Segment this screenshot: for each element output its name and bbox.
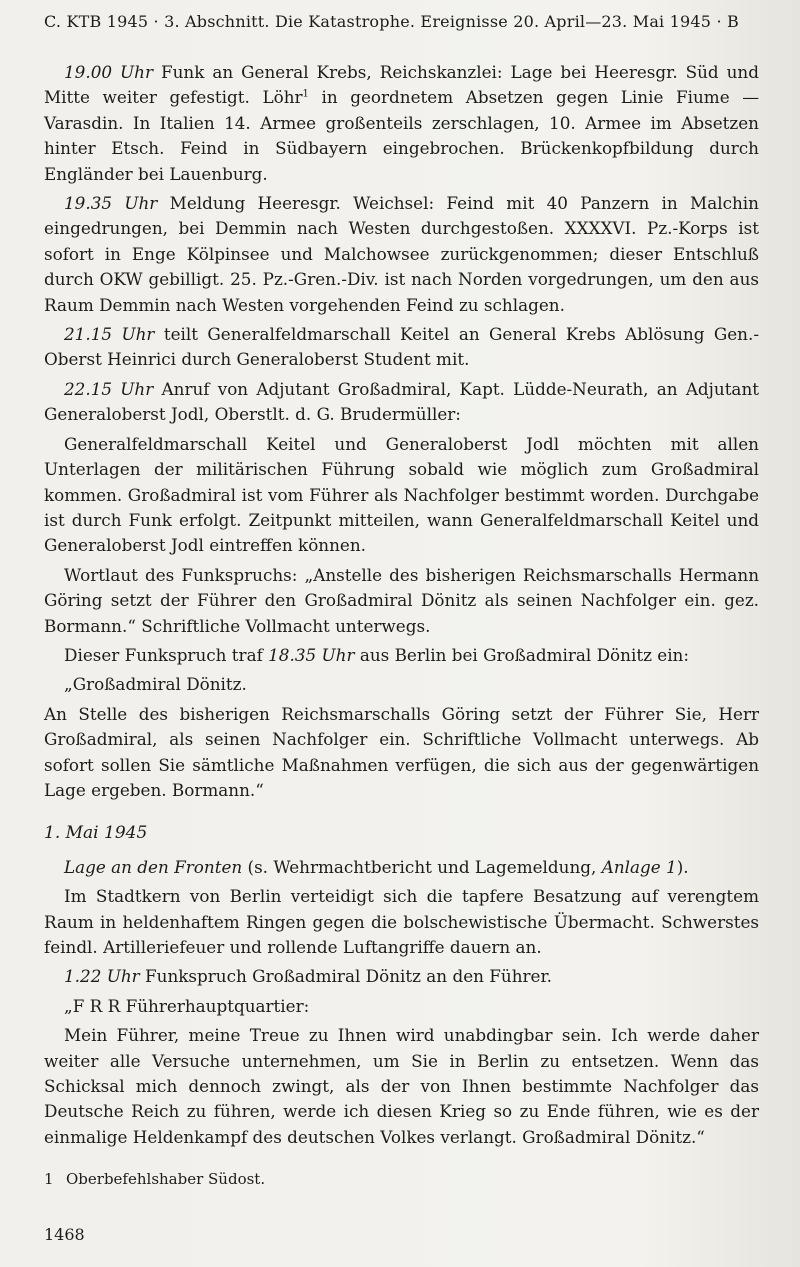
- footnote: [44, 1170, 265, 1188]
- paragraph-anrede: „Großadmiral Dönitz.: [64, 674, 247, 695]
- paragraph-funkspruch: Dieser Funkspruch traf 18.35 Uhr aus Berlin bei Großadmiral Dönitz ein:: [64, 644, 690, 665]
- running-header: C. KTB 1945 · 3. Abschnitt. Die Katastrophe. Ereignisse 20. April—23. Mai 1945 · B: [44, 12, 739, 31]
- paragraph-frr: „F R R Führerhauptquartier:: [64, 995, 310, 1016]
- entry-0122: 1.22 Uhr Funkspruch Großadmiral Dönitz an den Führer.: [64, 966, 552, 987]
- paragraph-lage: Lage an den Fronten (s. Wehrmachtbericht und Lagemeldung, Anlage 1).: [64, 856, 689, 877]
- paragraph-wortlaut: Wortlaut des Funkspruchs: „Anstelle des bisherigen Reichsmarschalls Hermann Göring setzt der Führer den Großadmiral Dönitz als seinen Nachfolger ein. gez. Bormann.“ Schriftliche Vollmacht unterwegs.: [44, 564, 759, 636]
- entry-time: 19.35 Uhr: [64, 193, 158, 214]
- page-number: 1468: [44, 1225, 85, 1244]
- entry-time: 1.22 Uhr: [64, 966, 140, 987]
- paragraph-letter: Mein Führer, meine Treue zu Ihnen wird unabdingbar sein. Ich werde daher weiter alle Versuche unternehmen, um Sie in Berlin zu entsetzen. Wenn das Schicksal mich dennoch zwingt, als der von Ihnen bestimmte Nachfolger das Deutsche Reich zu führen, werde ich diesen Krieg so zu Ende führen, wie es der einmalige Heldenkampf des deutschen Volkes verlangt. Großadmiral Dönitz.“: [44, 1025, 759, 1147]
- entry-1935: 19.35 Uhr Meldung Heeresgr. Weichsel: Feind mit 40 Panzern in Malchin eingedrungen, bei Demmin nach Westen durchgestoßen. XXXXVI. Pz.-Korps ist sofort in Enge Kölpinsee und Malchowsee zurückgenommen; dieser Entschluß durch OKW gebilligt. 25. Pz.-Gren.-Div. ist nach Norden vorgedrungen, um den aus Raum Demmin nach Westen vorgehenden Feind zu schlagen.: [44, 193, 759, 315]
- entry-1900: 19.00 Uhr Funk an General Krebs, Reichskanzlei: Lage bei Heeresgr. Süd und Mitte weiter gefestigt. Löhr$^1$ in geordnetem Absetzen gegen Linie Fiume —Varasdin. In Italien 14. Armee großenteils zerschlagen, 10. Armee im Absetzen hinter Etsch. Feind in Südbayern eingebrochen. Brückenkopfbildung durch Engländer bei Lauenburg.: [44, 62, 760, 184]
- page-body: [44, 60, 759, 1154]
- entry-2115: 21.15 Uhr teilt Generalfeldmarschall Keitel an General Krebs Ablösung Gen.-Oberst Heinrici durch Generaloberst Student mit.: [44, 324, 759, 370]
- entry-time: 21.15 Uhr: [64, 324, 155, 345]
- footnote-ref[interactable]: 1: [302, 88, 309, 100]
- footnote-number: 1: [44, 1170, 54, 1188]
- paragraph-keitel-jodl: Generalfeldmarschall Keitel und Generaloberst Jodl möchten mit allen Unterlagen der militärischen Führung sobald wie möglich zum Großadmiral kommen. Großadmiral ist vom Führer als Nachfolger bestimmt worden. Durchgabe ist durch Funk erfolgt. Zeitpunkt mitteilen, wann Generalfeldmarschall Keitel und Generaloberst Jodl eintreffen können.: [44, 433, 759, 556]
- paragraph-berlin: Im Stadtkern von Berlin verteidigt sich die tapfere Besatzung auf verengtem Raum in heldenhaftem Ringen gegen die bolschewistische Übermacht. Schwerstes feindl. Artilleriefeuer und rollende Luftangriffe dauern an.: [44, 886, 759, 957]
- paragraph-anstelle: An Stelle des bisherigen Reichsmarschalls Göring setzt der Führer Sie, Herr Großadmiral, als seinen Nachfolger ein. Schriftliche Vollmacht unterwegs. Ab sofort sollen Sie sämtliche Maßnahmen verfügen, die sich aus der gegenwärtigen Lage ergeben. Bormann.“: [44, 703, 759, 800]
- entry-2215: 22.15 Uhr Anruf von Adjutant Großadmiral, Kapt. Lüdde-Neurath, an Adjutant Generaloberst Jodl, Oberstlt. d. G. Brudermüller:: [44, 378, 759, 425]
- entry-time: 22.15 Uhr: [64, 378, 154, 399]
- footnote-text: Oberbefehlshaber Südost.: [66, 1170, 266, 1188]
- date-heading: 1. Mai 1945: [44, 823, 148, 844]
- entry-time: 19.00 Uhr: [64, 62, 153, 82]
